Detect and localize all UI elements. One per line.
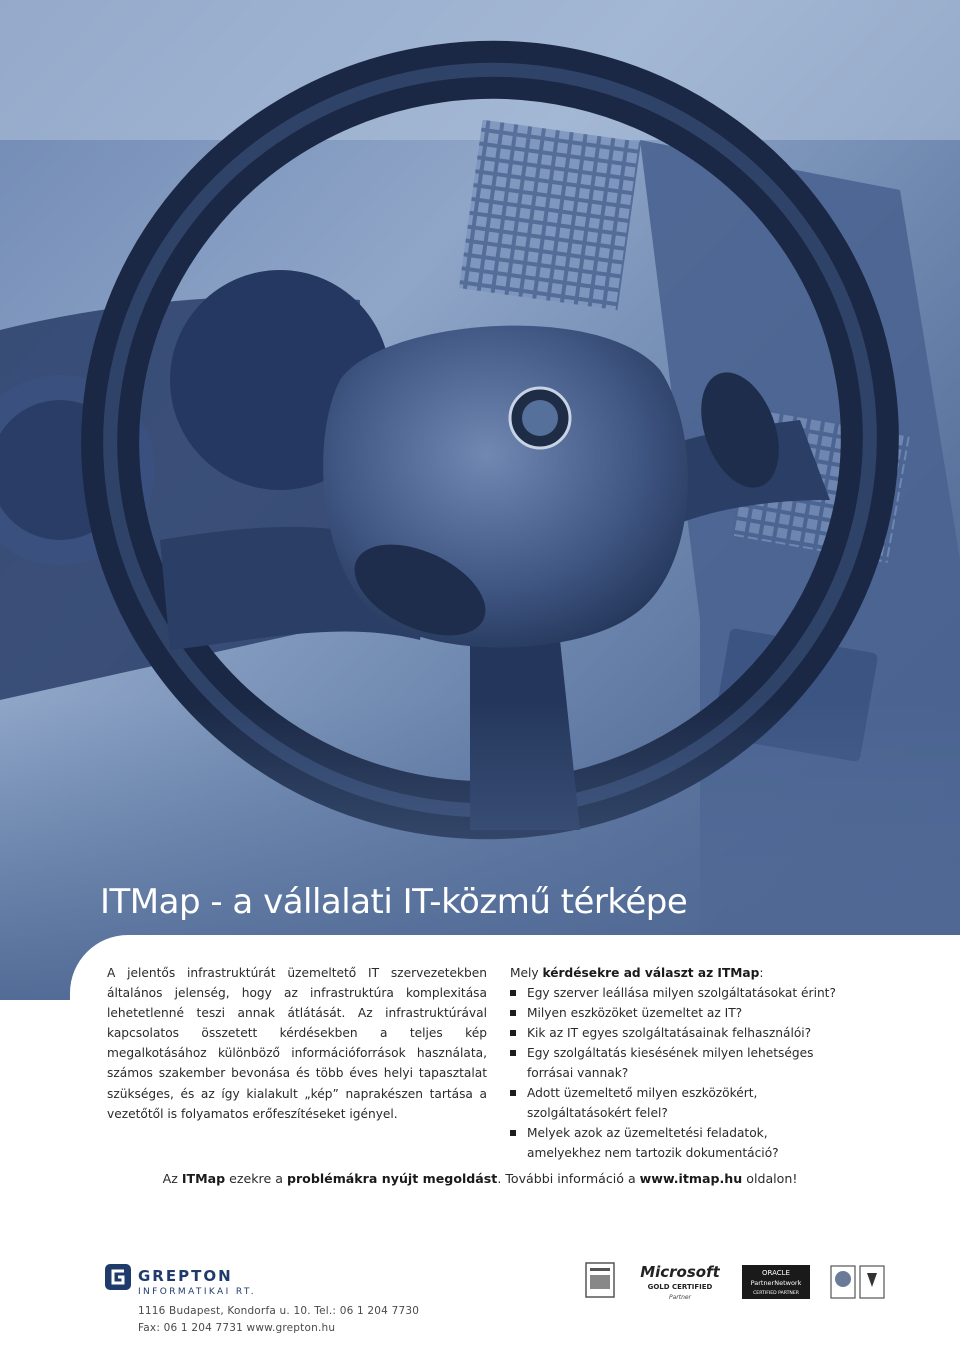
microsoft-gold-partner-logo bbox=[640, 1262, 720, 1302]
company-name: GREPTON bbox=[138, 1267, 233, 1285]
questions-heading-suffix: : bbox=[759, 966, 764, 980]
oracle-network: PartnerNetwork bbox=[750, 1279, 802, 1287]
question-item: Kik az IT egyes szolgáltatásainak felhasználói? bbox=[510, 1023, 890, 1043]
info-text: Az bbox=[162, 1171, 182, 1186]
question-item: Milyen eszközöket üzemeltet az IT? bbox=[510, 1003, 890, 1023]
contact-line: Fax: 06 1 204 7731 www.grepton.hu bbox=[138, 1322, 336, 1334]
questions-heading-prefix: Mely bbox=[510, 966, 543, 980]
question-item: Egy szerver leállása milyen szolgáltatásokat érint? bbox=[510, 983, 890, 1003]
info-solution-text: problémákra nyújt megoldást bbox=[286, 1171, 498, 1186]
microsoft-partner: Partner bbox=[668, 1294, 692, 1301]
info-text: oldalon! bbox=[742, 1171, 798, 1186]
info-website-link[interactable]: www.itmap.hu bbox=[639, 1171, 743, 1186]
page-title: ITMap - a vállalati IT-közmű térképe bbox=[100, 882, 688, 922]
grepton-logo bbox=[104, 1262, 274, 1304]
info-product-name: ITMap bbox=[181, 1171, 226, 1186]
oracle-partner-logo bbox=[742, 1265, 810, 1299]
info-text: . További információ a bbox=[497, 1171, 640, 1186]
question-item: Egy szolgáltatás kiesésének milyen lehetséges forrásai vannak? bbox=[510, 1043, 890, 1083]
microsoft-brand: Microsoft bbox=[640, 1263, 720, 1281]
questions-list bbox=[510, 983, 890, 1163]
intro-paragraph: A jelentős infrastruktúrát üzemeltető IT szervezetekben általános jelenség, hogy az infrastruktúra komplexitása lehetetlenné teszi annak átlátását. Az infrastruktúrával kapcsolatos összetett kérdésekben a teljes kép megalkotásához különböző információforrások használata, számos szakember bevonása és több éves helyi tapasztalat szükséges, és az így kialakult „kép” naprakészen tartása a vezetőtől is folyamatos erőfeszítéseket igényel. bbox=[107, 966, 487, 1121]
oracle-certified: CERTIFIED PARTNER bbox=[753, 1291, 799, 1296]
company-subtitle: INFORMATIKAI RT. bbox=[138, 1287, 256, 1297]
info-text: ezekre a bbox=[225, 1171, 287, 1186]
questions-heading bbox=[510, 963, 763, 983]
oracle-brand: ORACLE bbox=[762, 1269, 790, 1277]
info-line bbox=[0, 1171, 960, 1186]
question-item: Melyek azok az üzemeltetési feladatok, amelyekhez nem tartozik dokumentáció? bbox=[510, 1123, 890, 1163]
question-item: Adott üzemeltető milyen eszközökért, szolgáltatásokért felel? bbox=[510, 1083, 890, 1123]
grepton-emblem-icon bbox=[105, 1264, 131, 1290]
questions-heading-bold: kérdésekre ad választ az ITMap bbox=[542, 966, 760, 980]
address-line: 1116 Budapest, Kondorfa u. 10. Tel.: 06 1 204 7730 bbox=[138, 1305, 420, 1317]
microsoft-cert: GOLD CERTIFIED bbox=[647, 1283, 713, 1291]
partner-badge-logo bbox=[585, 1262, 615, 1298]
certification-seals-logo bbox=[830, 1265, 886, 1299]
